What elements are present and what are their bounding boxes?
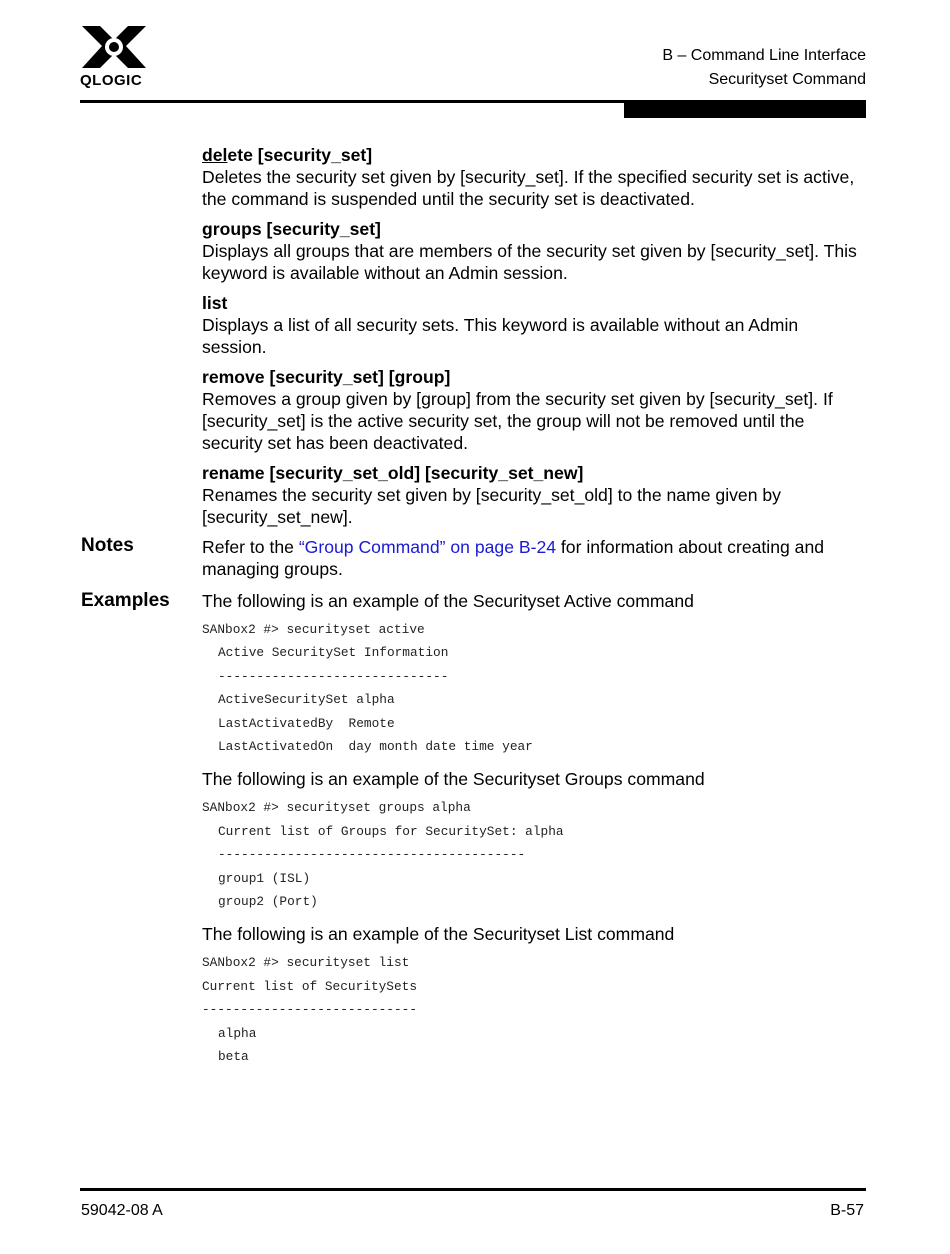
footer-rule (80, 1188, 866, 1191)
keyword-description: Displays all groups that are members of the security set given by [security_set]. This keyword is available without an Admin session. (202, 241, 857, 283)
code-line: Active SecuritySet Information (218, 645, 449, 661)
code-line: ---------------------------- (202, 1002, 418, 1018)
code-line: SANbox2 #> securityset list (202, 955, 410, 971)
keyword-remove (202, 366, 866, 454)
page-number: B-57 (830, 1202, 864, 1219)
example-2-code (202, 796, 866, 913)
keyword-title: list (202, 293, 228, 313)
examples-heading: Examples (81, 590, 170, 611)
keyword-list (202, 292, 866, 358)
keyword-delete (202, 144, 866, 210)
example-1-intro: The following is an example of the Securityset Active command (202, 591, 694, 611)
section-title: Securityset Command (708, 71, 866, 88)
qlogic-logo (80, 24, 152, 94)
keyword-title: groups [security_set] (202, 219, 381, 239)
keyword-groups (202, 218, 866, 284)
keyword-title: rename [security_set_old] [security_set_new] (202, 463, 584, 483)
keyword-title: delete [security_set] (202, 145, 373, 165)
qlogic-logo-mark (80, 24, 148, 70)
code-line: LastActivatedOn day month date time year (218, 739, 533, 755)
example-2-intro: The following is an example of the Securityset Groups command (202, 769, 705, 790)
code-line: Current list of SecuritySets (202, 978, 418, 994)
code-line: ActiveSecuritySet alpha (218, 692, 395, 708)
keyword-description: Displays a list of all security sets. This keyword is available without an Admin session. (202, 315, 799, 357)
code-line: alpha (218, 1025, 257, 1041)
code-line: beta (218, 1049, 249, 1065)
code-line: group2 (Port) (218, 894, 318, 910)
keyword-description: Deletes the security set given by [security_set]. If the specified security set is active, the command is suspended until the security set is deactivated. (202, 167, 855, 209)
logo-wordmark: QLOGIC (80, 72, 143, 89)
keyword-abbrev: del (202, 145, 228, 165)
code-line: ------------------------------ (218, 668, 449, 684)
code-line: ---------------------------------------- (218, 847, 526, 863)
code-line: Current list of Groups for SecuritySet: alpha (218, 823, 564, 839)
main-content (202, 144, 866, 1079)
group-command-link[interactable]: “Group Command” on page B-24 (298, 537, 557, 557)
code-line: SANbox2 #> securityset groups alpha (202, 800, 471, 816)
example-1-code (202, 618, 866, 758)
chapter-title: B – Command Line Interface (662, 47, 866, 64)
code-line: SANbox2 #> securityset active (202, 622, 425, 637)
notes-heading: Notes (81, 535, 134, 556)
keyword-title: remove [security_set] [group] (202, 367, 451, 387)
code-line: LastActivatedBy Remote (218, 715, 395, 731)
header-bar (624, 100, 866, 118)
keyword-description: Renames the security set given by [security_set_old] to the name given by [security_set_new]. (202, 485, 781, 527)
notes-text: Refer to the “Group Command” on page B-24 for information about creating and managing groups. (202, 537, 825, 579)
keyword-description: Removes a group given by [group] from the security set given by [security_set]. If [security_set] is the active security set, the group will not be removed until the security set has been deactivated. (202, 389, 833, 453)
example-3-intro: The following is an example of the Securityset List command (202, 924, 675, 945)
running-header (662, 44, 866, 92)
keyword-rename (202, 462, 866, 528)
example-3-code (202, 951, 866, 1068)
code-line: group1 (ISL) (218, 870, 311, 886)
document-number: 59042-08 A (81, 1202, 163, 1219)
